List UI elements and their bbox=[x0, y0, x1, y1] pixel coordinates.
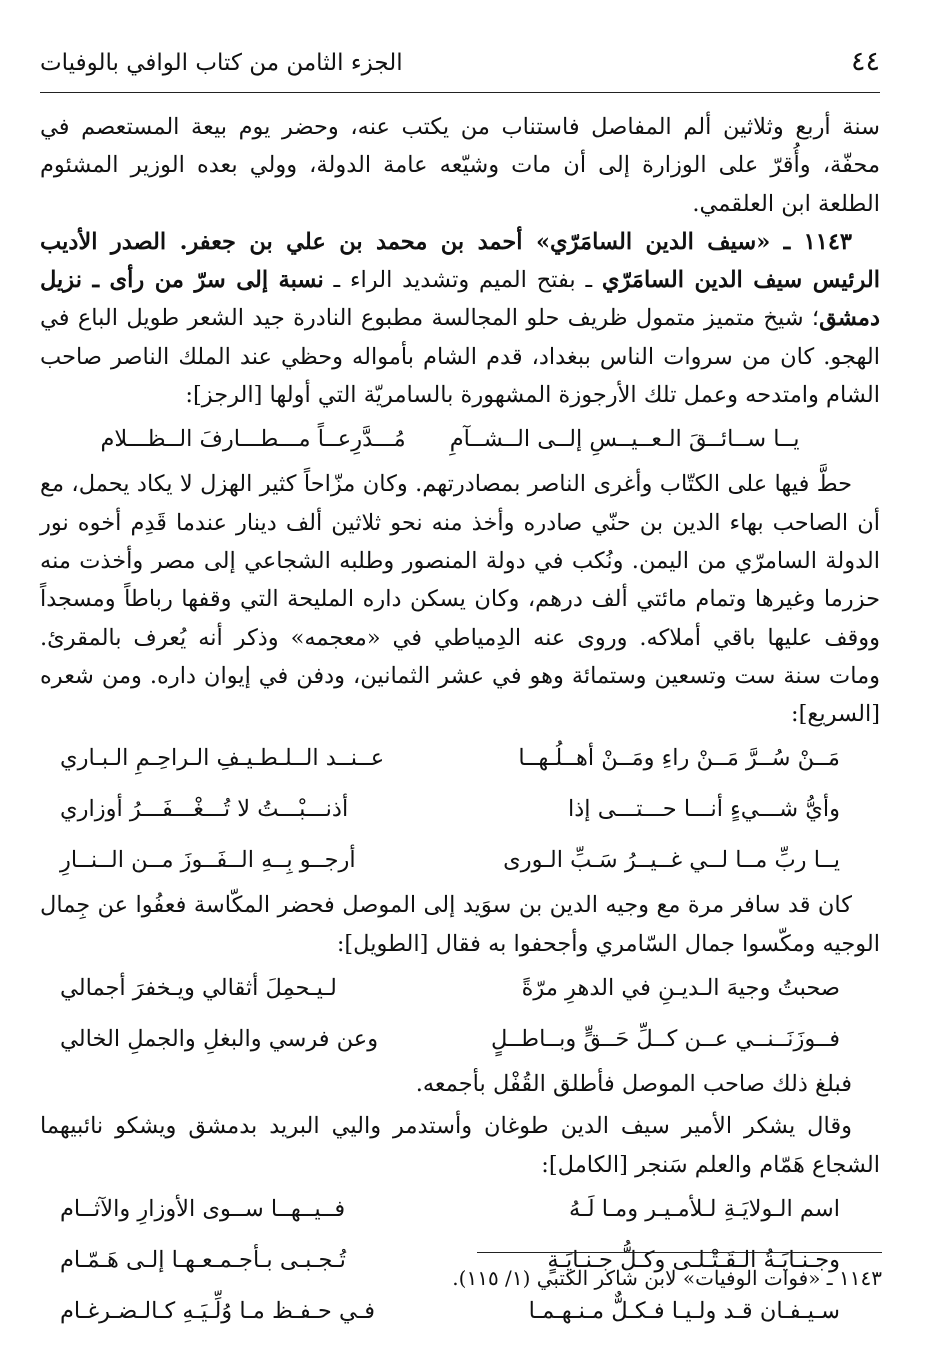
paragraph: كان قد سافر مرة مع وجيه الدين بن سوَيد إلى الموصل فحضر المكّاسة فعفُوا عن جِمال الوجيه ومكّسوا جمال السّامري وأجحفوا به فقال [الطويل]: bbox=[40, 892, 880, 957]
verse-hemistich-first: يــا ســائــقَ الـعــيــسِ إلــى الــشــآمِ bbox=[449, 426, 800, 453]
entry-text: ؛ شيخ متميز متمول ظريف حلو المجالسة مطبوع النادرة جيد الشعر طويل الباع في الهجو. كان من سروات الناس ببغداد، قدم الشام بأمواله وحظي عند الملك الناصر صاحب الشام وامتدحه وعمل تلك الأرجوزة المشهورة بالسامريّة التي أولها [الرجز]: bbox=[40, 305, 880, 409]
verse-hemistich-first: سـيـفـان قـد ولـيـا فـكـلٌّ مـنـهـمـا bbox=[528, 1297, 840, 1324]
paragraph: وقال يشكر الأمير سيف الدين طوغان وأستدمر واليي البريد بدمشق ويشكو نائبيهما الشجاع هَمّام والعلم سَنجر [الكامل]: bbox=[40, 1113, 880, 1178]
verse-hemistich-second: عــنــد الــلـطـيـفِ الـراحِـمِ الـبـاري bbox=[60, 745, 385, 772]
verse-hemistich-first: وأيُّ شـــيءٍ أنـــا حـــتـــى إذا bbox=[568, 796, 840, 823]
footnote-divider bbox=[477, 1252, 882, 1253]
main-text bbox=[40, 108, 880, 1337]
verse-line bbox=[40, 963, 880, 1014]
verse-hemistich-first: فــوزَنَــنــي عــن كــلِّ حَــقٍّ وبــاطــلٍ bbox=[490, 1026, 840, 1053]
verse-hemistich-first: صحبتُ وجيهَ الـديـنِ في الدهرِ مرّةً bbox=[521, 975, 840, 1002]
running-title: الجزء الثامن من كتاب الوافي بالوفيات bbox=[40, 50, 403, 76]
page-header bbox=[40, 40, 880, 93]
verse-line bbox=[40, 733, 880, 784]
verse-hemistich-second: تُـجـبـى بـأجـمـعـهـا إلـى هَـمّـام bbox=[60, 1246, 346, 1273]
verse-line bbox=[40, 414, 880, 465]
verse-hemistich-first: وجـنـايَـةُ الـقَـتْـلـى وكـلُّ جـنـايَـةٍ bbox=[547, 1246, 840, 1273]
verse-hemistich-second: مُـــدَّرِعــاً مـــطـــارفَ الــظـــلام bbox=[100, 426, 406, 453]
entry-vocalization: ـ بفتح الميم وتشديد الراء ـ bbox=[323, 267, 602, 294]
verse-hemistich-second: أذنـــبْـــتُ لا تُـــغْـــفَـــرُ أوزاري bbox=[60, 796, 349, 823]
page-number: ٤٤ bbox=[850, 46, 880, 77]
verse-hemistich-second: لـيـحمِلَ أثقالي ويـخفرَ أجمالي bbox=[60, 975, 337, 1002]
verse-hemistich-second: فــيــهــا ســوى الأوزارِ والآثــام bbox=[60, 1195, 346, 1222]
paragraph: سنة أربع وثلاثين ألم المفاصل فاستناب من يكتب عنه، وحضر يوم بيعة المستعصم في محفّة، وأُقرّ على الوزارة إلى أن مات وشيّعه عامة الدولة، وولي بعده الوزير المشئوم الطلعة ابن العلقمي. bbox=[40, 114, 880, 217]
verse-hemistich-second: أرجــو بِــهِ الــفَــوزَ مــن الــنــارِ bbox=[60, 847, 356, 874]
paragraph: فبلغ ذلك صاحب الموصل فأطلق القُفْل بأجمعه. bbox=[415, 1071, 852, 1098]
verse-line bbox=[40, 1184, 880, 1235]
entry-1143 bbox=[40, 223, 880, 414]
verse-hemistich-second: وعن فرسي والبغلِ والجملِ الخالي bbox=[60, 1026, 379, 1053]
verse-hemistich-first: مَــنْ سُــرَّ مَــنْ راءِ ومَــنْ أهــلُـهــا bbox=[518, 745, 840, 772]
verse-line bbox=[40, 835, 880, 886]
footnote: ١١٤٣ ـ «فوات الوفيات» لابن شاكر الكتبي (١/ ١١٥). bbox=[452, 1266, 882, 1290]
verse-line bbox=[40, 784, 880, 835]
paragraph: حطَّ فيها على الكتّاب وأغرى الناصر بمصادرتهم. وكان مزّاحاً كثير الهزل لا يكاد يحمل، مع أن الصاحب بهاء الدين بن حنّي صادره وأخذ منه نحو ثلاثين ألف دينار عندما قَدِم أخوه نور الدولة السامرّي من اليمن. ونُكب في دولة المنصور وطلبه الشجاعي إلى مصر وأخذت منه حزرما وغيرها وتمام مائتي ألف درهم، وكان يسكن داره المليحة التي وقفها رباطاً ومسجداً ووقف عليها باقي أملاكه. وروى عنه الدِمياطي في «معجمه» وذكر أنه يُعرف بالمقرئ. ومات سنة ست وتسعين وستمائة وهو في عشر الثمانين، ودفن في إيوان داره. ومن شعره [السريع]: bbox=[40, 471, 880, 728]
verse-hemistich-first: اسم الـولايَـةِ لـلأمـيـر ومـا لَـهُ bbox=[569, 1195, 840, 1222]
entry-heading: ١١٤٣ ـ «سيف الدين السامَرّي» أحمد بن محمد بن علي بن جعفر. الصدر الأديب الرئيس سيف الدين السامَرّي bbox=[40, 228, 880, 294]
verse-hemistich-second: فـي حـفـظ مـا وُلِّـيَـهِ كـالـضـرغـام bbox=[60, 1297, 376, 1324]
verse-hemistich-first: يــا ربِّ مــا لــي غــيــرُ سَـبِّ الـورى bbox=[503, 847, 840, 874]
verse-line bbox=[40, 1014, 880, 1065]
entry-nisba: نسبة إلى سرّ من رأى ـ نزيل دمشق bbox=[40, 267, 880, 332]
